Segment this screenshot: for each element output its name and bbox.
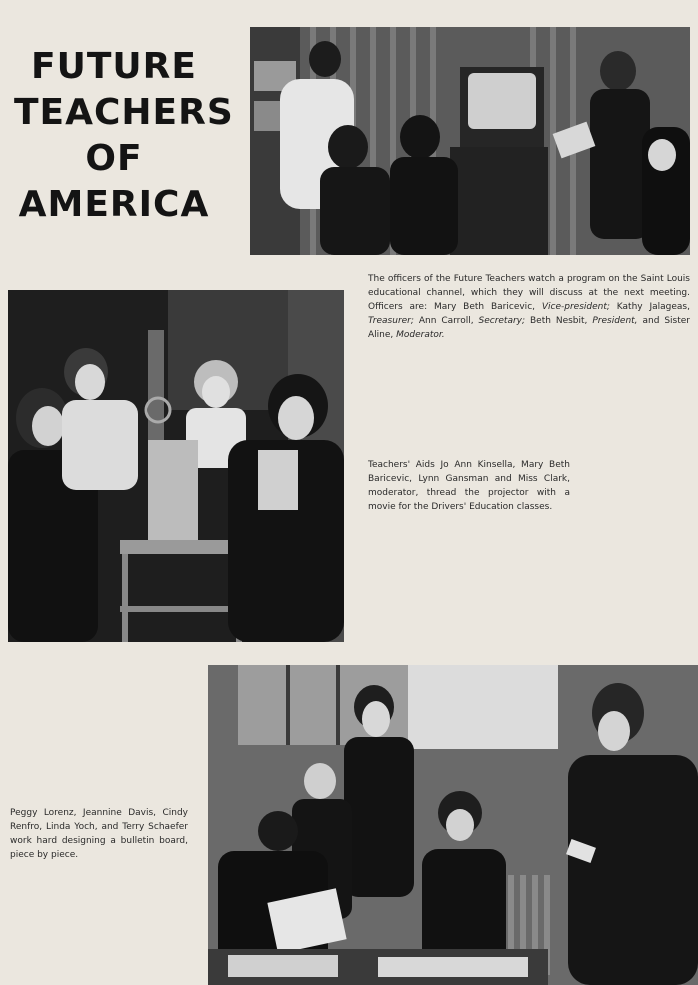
caption-role: President,: [592, 316, 638, 326]
page-title: [14, 44, 234, 228]
caption-text: and Sister Aline,: [368, 316, 691, 340]
caption-text: Ann Carroll,: [413, 316, 479, 326]
title-line: OF: [85, 138, 143, 179]
caption-role: Secretary;: [478, 316, 526, 326]
title-line: AMERICA: [18, 184, 210, 225]
caption-text: Beth Nesbit,: [525, 316, 593, 326]
officers-caption: [368, 272, 690, 342]
bulletin-board-photo: [208, 665, 698, 985]
title-line: TEACHERS: [14, 92, 234, 133]
teachers-aids-caption: Teachers' Aids Jo Ann Kinsella, Mary Beth Baricevic, Lynn Gansman and Miss Clark, moderator, thread the projector with a movie for the Drivers' Education classes.: [368, 460, 570, 512]
projector-photo: [8, 290, 344, 642]
caption-role: Treasurer;: [368, 316, 414, 326]
caption-text: The officers of the Future Teachers watch a program on the Saint Louis educational channel, which they will discuss at the next meeting. Officers are: Mary Beth Baricevic,: [368, 274, 690, 312]
bulletin-board-caption: Peggy Lorenz, Jeannine Davis, Cindy Renfro, Linda Yoch, and Terry Schaefer work hard designing a bulletin board, piece by piece.: [10, 808, 188, 860]
title-line: FUTURE: [31, 46, 197, 87]
caption-role: Moderator.: [396, 330, 445, 340]
caption-text: Kathy Jalageas,: [609, 302, 690, 312]
caption-role: Vice-president;: [541, 302, 610, 312]
officers-tv-photo: [250, 27, 690, 255]
